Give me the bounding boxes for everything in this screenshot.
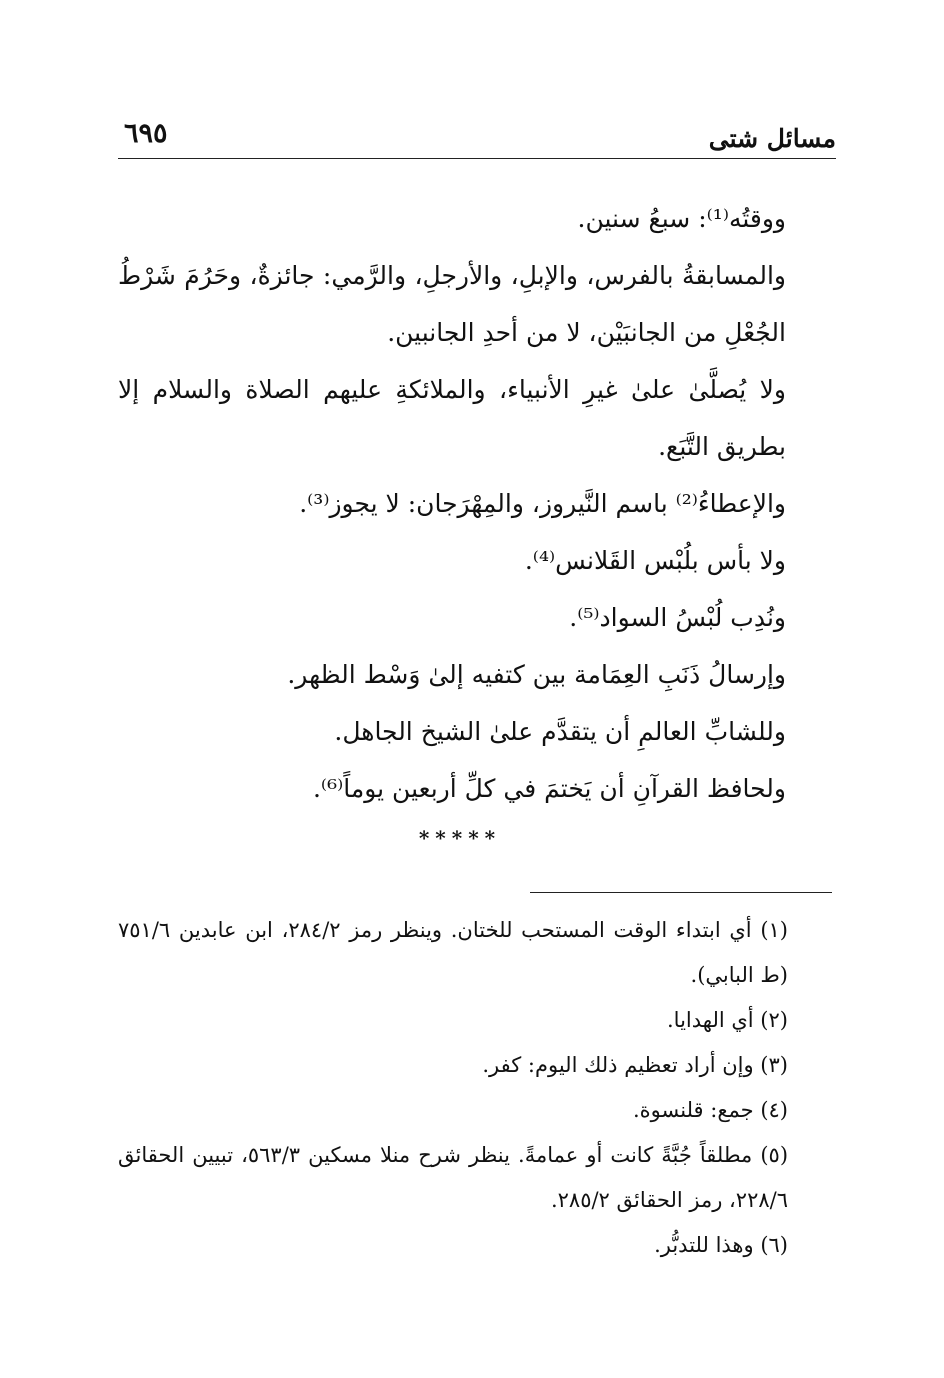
paragraph: ولا بأس بلُبْس القَلانس⁽⁴⁾. [524,546,786,575]
footnote-separator [530,892,832,893]
footnote: (٤) جمع: قلنسوة. [633,1098,788,1122]
page-header [118,118,836,159]
footnote: (٢) أي الهدايا. [667,1008,788,1032]
paragraph: ونُدِب لُبْسُ السواد⁽⁵⁾. [569,603,786,632]
paragraph: والإعطاءُ⁽²⁾ باسم النَّيروز، والمِهْرَجان: لا يجوز⁽³⁾. [299,489,786,518]
section-divider: ***** [418,826,502,850]
running-title: مسائل شتى [708,124,836,153]
paragraph: وإرسالُ ذَنَبِ العِمَامة بين كتفيه إلىٰ وَسْط الظهر. [287,660,786,689]
paragraph: ولا يُصلَّىٰ علىٰ غيرِ الأنبياء، والملائكةِ عليهم الصلاة والسلام إلا بطريق التَّبَع. [118,375,786,461]
paragraph: والمسابقةُ بالفرس، والإبلِ، والأرجلِ، والرَّمي: جائزةٌ، وحَرُمَ شَرْطُ الجُعْلِ من الجانبَيْن، لا من أحدِ الجانبين. [118,261,786,347]
footnotes [118,908,834,1268]
footnote: (٦) وهذا للتدبُّر. [654,1233,788,1257]
page-number: ٦٩٥ [124,118,168,149]
paragraph: وللشابِّ العالمِ أن يتقدَّم علىٰ الشيخ الجاهل. [334,717,786,746]
footnote: (٥) مطلقاً جُبَّةً كانت أو عمامةً. ينظر شرح منلا مسكين ٥٦٣/٣، تبيين الحقائق ٢٢٨/٦، رمز الحقائق ٢٨٥/٢. [118,1143,789,1212]
main-text [118,190,834,817]
footnote: (١) أي ابتداء الوقت المستحب للختان. وينظر رمز ٢٨٤/٢، ابن عابدين ٧٥١/٦ (ط البابي). [118,918,788,987]
footnote: (٣) وإن أراد تعظيم ذلك اليوم: كفر. [482,1053,788,1077]
paragraph: ووقتُه⁽¹⁾: سبعُ سنين. [577,204,786,233]
paragraph: ولحافظ القرآنِ أن يَختمَ في كلِّ أربعين يوماً⁽⁶⁾. [312,774,786,803]
